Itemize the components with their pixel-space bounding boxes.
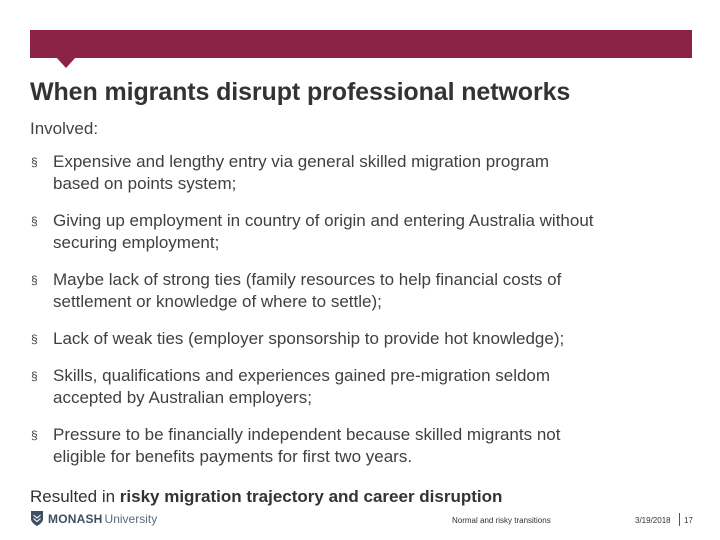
bullet-line: Skills, qualifications and experiences gained pre-migration seldom [53,366,551,385]
page-number: 17 [684,516,693,525]
bullet-item [30,269,700,313]
bullet-marker-icon: § [31,214,38,228]
footer-title: Normal and risky transitions [452,516,551,525]
bullet-line: securing employment; [53,233,220,252]
bullet-item [30,365,700,409]
bullet-marker-icon: § [31,369,38,383]
conclusion-prefix: Resulted in [30,487,120,506]
bullet-item [30,328,700,350]
monash-logo [30,510,157,527]
conclusion-emphasis: risky migration trajectory and career disruption [119,487,503,506]
bullet-line: Giving up employment in country of origin and entering Australia without [53,211,594,230]
footer-date: 3/19/2018 [635,516,671,525]
bullet-item [30,151,700,195]
bullet-line: eligible for benefits payments for first two years. [53,447,413,466]
conclusion-text [30,487,502,507]
bullet-item [30,210,700,254]
bullet-marker-icon: § [31,332,38,346]
footer [0,508,720,532]
logo-wordmark-light: University [104,511,158,526]
logo-wordmark-bold: MONASH [48,511,103,526]
slide-title: When migrants disrupt professional networks [30,78,571,106]
bullet-marker-icon: § [31,273,38,287]
monash-shield-icon [30,510,44,527]
bullet-item [30,424,700,468]
bullet-line: Expensive and lengthy entry via general skilled migration program [53,152,550,171]
header-band [30,30,692,58]
bullet-line: settlement or knowledge of where to settle); [53,292,382,311]
bullet-list [30,151,700,468]
bullet-line: Pressure to be financially independent because skilled migrants not [53,425,561,444]
bullet-line: accepted by Australian employers; [53,388,312,407]
bullet-line: based on points system; [53,174,237,193]
bullet-marker-icon: § [31,155,38,169]
bullet-line: Lack of weak ties (employer sponsorship to provide hot knowledge); [53,329,565,348]
intro-text: Involved: [30,119,99,138]
header-band-notch [56,57,76,68]
bullet-marker-icon: § [31,428,38,442]
footer-divider [679,513,680,526]
bullet-line: Maybe lack of strong ties (family resources to help financial costs of [53,270,562,289]
